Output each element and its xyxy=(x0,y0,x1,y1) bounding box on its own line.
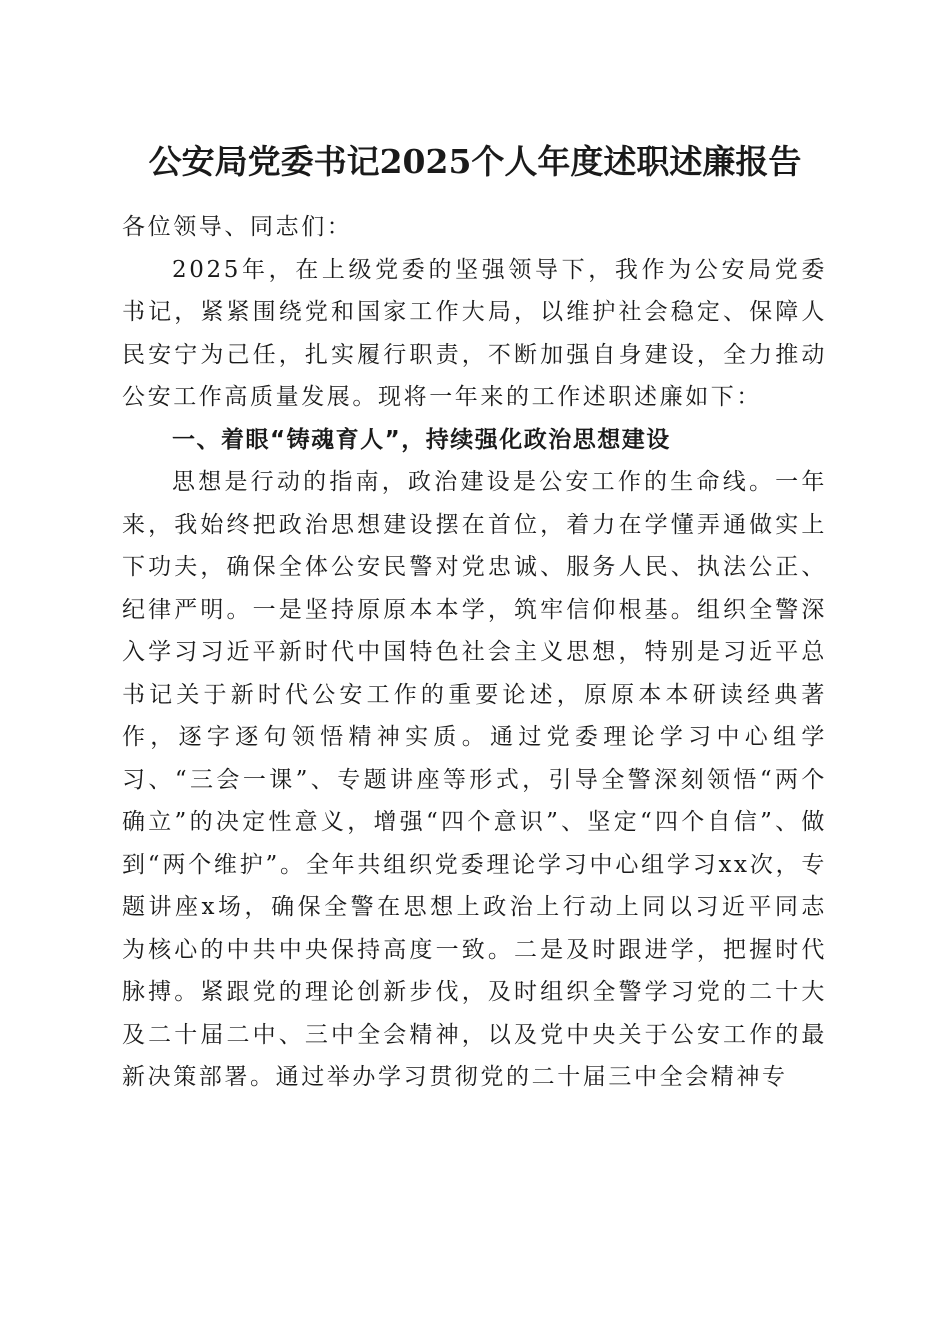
section-paragraph: 思想是行动的指南，政治建设是公安工作的生命线。一年来，我始终把政治思想建设摆在首位，着力在学懂弄通做实上下功夫，确保全体公安民警对党忠诚、服务人民、执法公正、纪律严明。一是坚持原原本本学，筑牢信仰根基。组织全警深入学习习近平新时代中国特色社会主义思想，特别是习近平总书记关于新时代公安工作的重要论述，原原本本研读经典著作，逐字逐句领悟精神实质。通过党委理论学习中心组学习、“三会一课”、专题讲座等形式，引导全警深刻领悟“两个确立”的决定性意义，增强“四个意识”、坚定“四个自信”、做到“两个维护”。全年共组织党委理论学习中心组学习xx次，专题讲座x场，确保全警在思想上政治上行动上同以习近平同志为核心的中共中央保持高度一致。二是及时跟进学，把握时代脉搏。紧跟党的理论创新步伐，及时组织全警学习党的二十大及二十届二中、三中全会精神，以及党中央关于公安工作的最新决策部署。通过举办学习贯彻党的二十届三中全会精神专 xyxy=(122,469,827,1090)
salutation: 各位领导、同志们： xyxy=(122,214,353,240)
document-body xyxy=(122,206,827,1099)
section-heading: 一、着眼“铸魂育人”，持续强化政治思想建设 xyxy=(172,426,671,453)
document-title: 公安局党委书记2025个人年度述职述廉报告 xyxy=(148,142,802,181)
intro-paragraph: 2025年，在上级党委的坚强领导下，我作为公安局党委书记，紧紧围绕党和国家工作大局，以维护社会稳定、保障人民安宁为己任，扎实履行职责，不断加强自身建设，全力推动公安工作高质量发展。现将一年来的工作述职述廉如下： xyxy=(122,256,827,410)
